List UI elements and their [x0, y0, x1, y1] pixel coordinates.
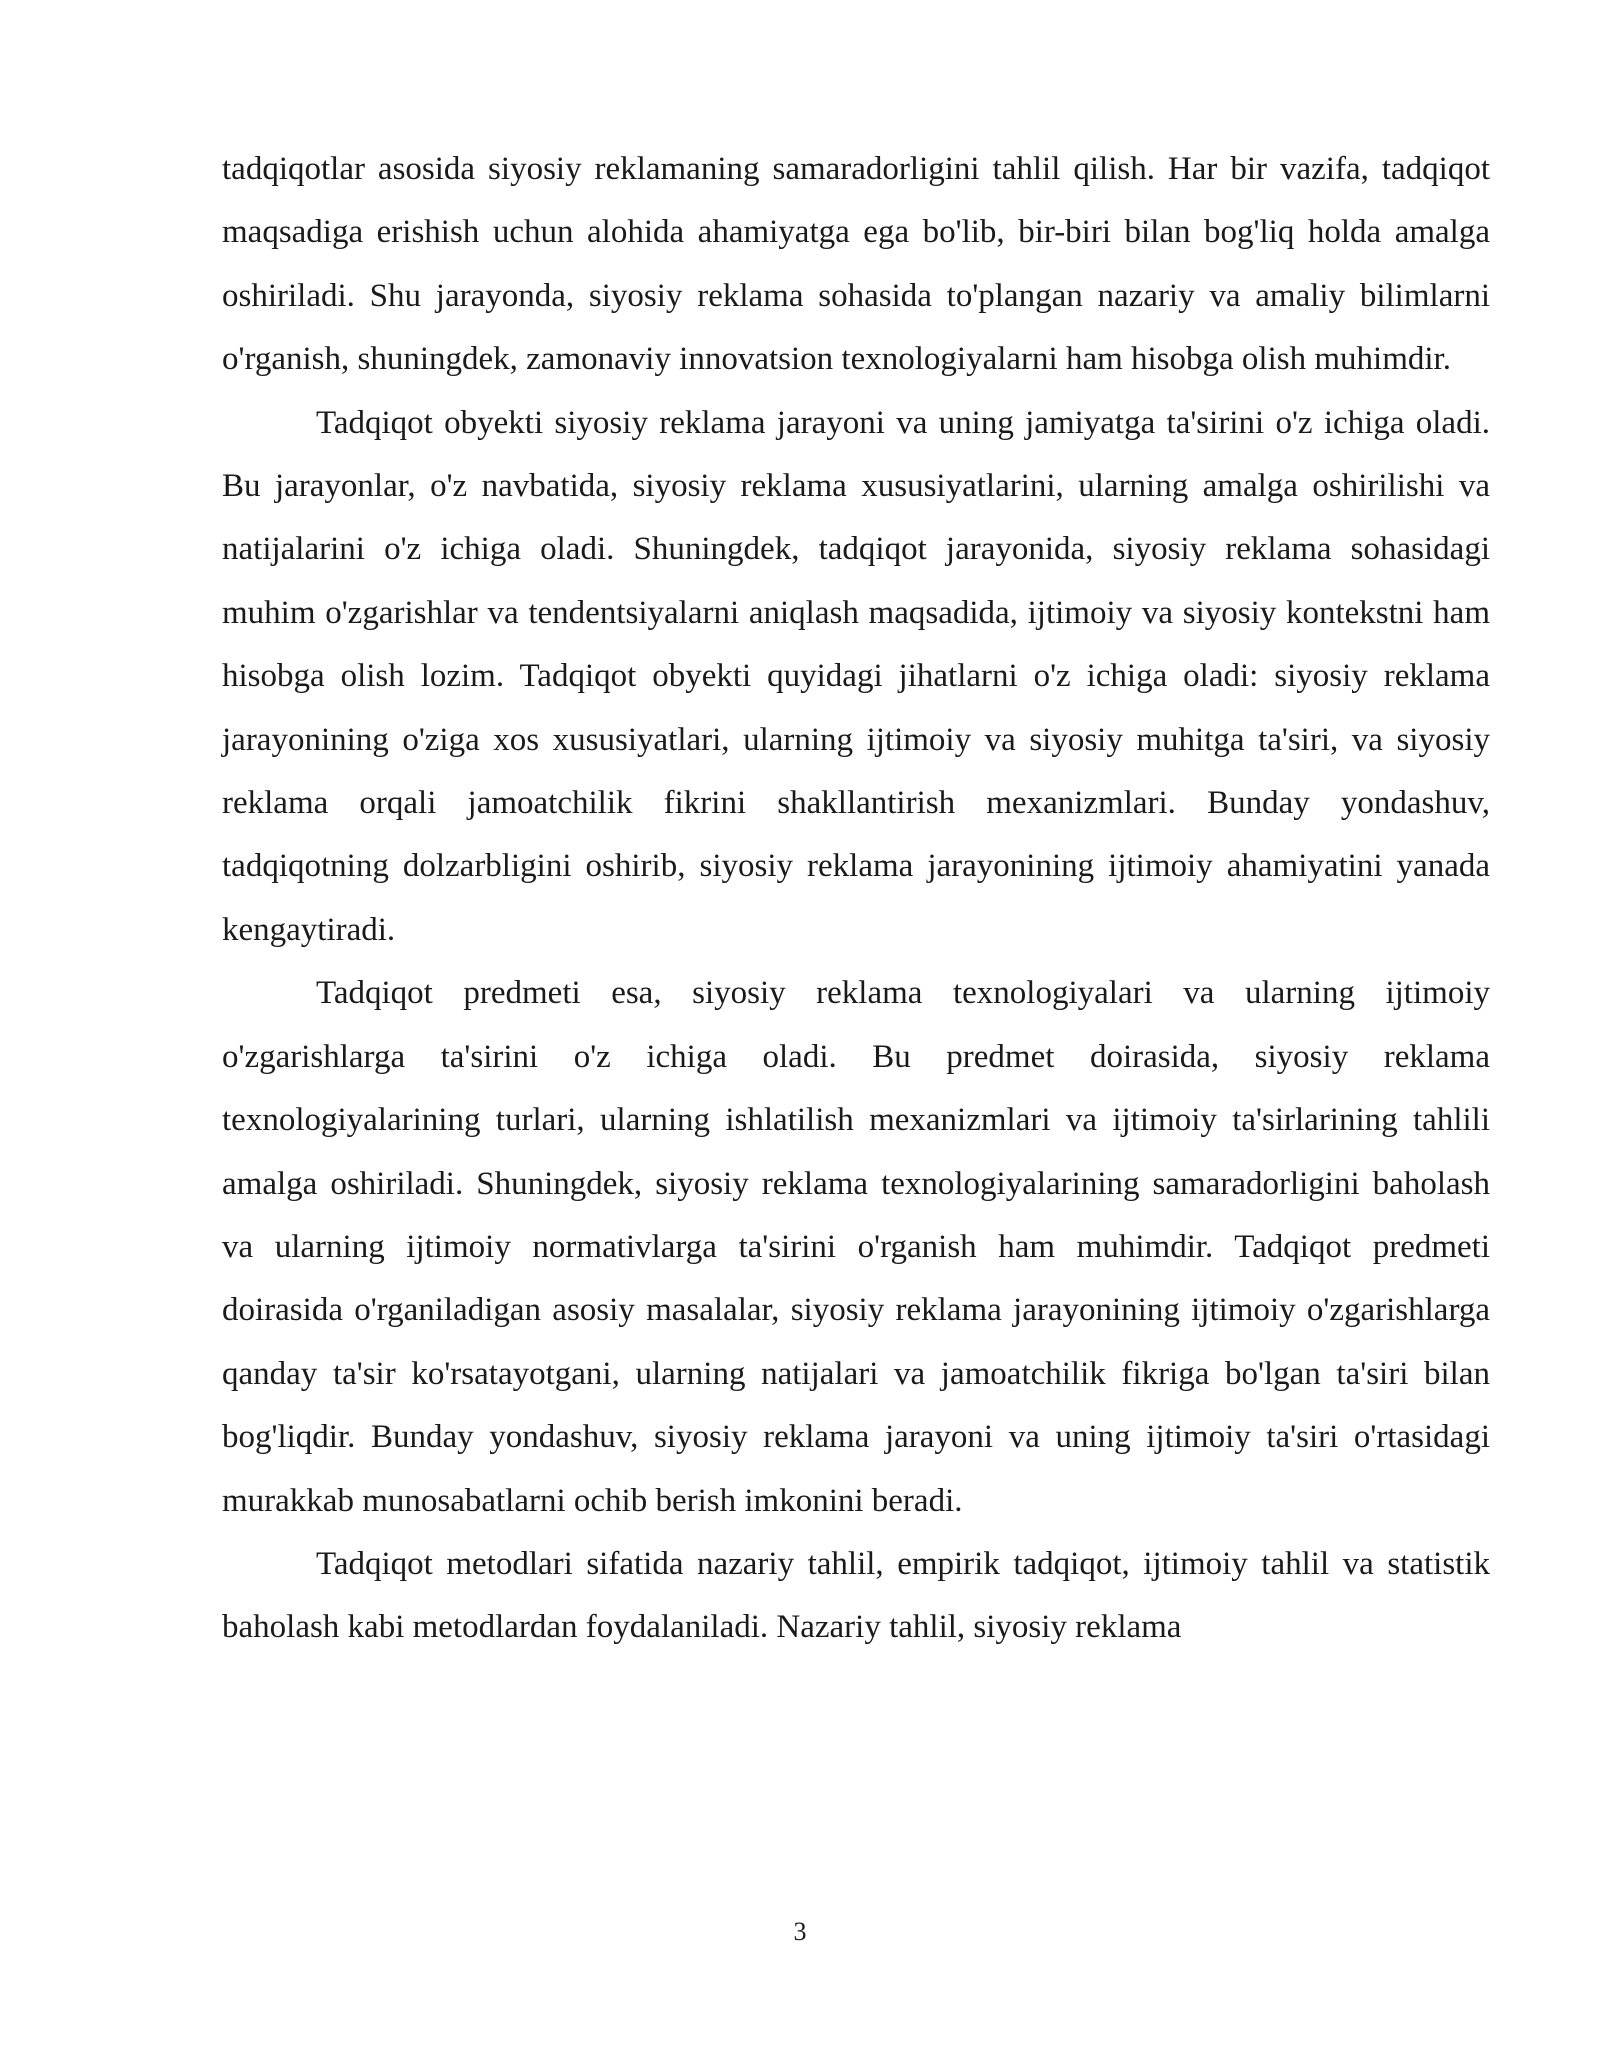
- paragraph-1: tadqiqotlar asosida siyosiy reklamaning samaradorligini tahlil qilish. Har bir vazifa, tadqiqot maqsadiga erishish uchun alohida ahamiyatga ega bo'lib, bir-biri bilan bog'liq holda amalga oshiriladi. Shu jarayonda, siyosiy reklama sohasida to'plangan nazariy va amaliy bilimlarni o'rganish, shuningdek, zamonaviy innovatsion texnologiyalarni ham hisobga olish muhimdir.: [222, 151, 1490, 378]
- paragraph-2: Tadqiqot obyekti siyosiy reklama jarayoni va uning jamiyatga ta'sirini o'z ichiga oladi. Bu jarayonlar, o'z navbatida, siyosiy reklama xususiyatlarini, ularning amalga oshirilishi va natijalarini o'z ichiga oladi. Shuningdek, tadqiqot jarayonida, siyosiy reklama sohasidagi muhim o'zgarishlar va tendentsiyalarni aniqlash maqsadida, ijtimoiy va siyosiy kontekstni ham hisobga olish lozim. Tadqiqot obyekti quyidagi jihatlarni o'z ichiga oladi: siyosiy reklama jarayonining o'ziga xos xususiyatlari, ularning ijtimoiy va siyosiy muhitga ta'siri, va siyosiy reklama orqali jamoatchilik fikrini shakllantirish mexanizmlari. Bunday yondashuv, tadqiqotning dolzarbligini oshirib, siyosiy reklama jarayonining ijtimoiy ahamiyatini yanada kengaytiradi.: [222, 404, 1490, 948]
- paragraph-3: Tadqiqot predmeti esa, siyosiy reklama texnologiyalari va ularning ijtimoiy o'zgarishlarga ta'sirini o'z ichiga oladi. Bu predmet doirasida, siyosiy reklama texnologiyalarining turlari, ularning ishlatilish mexanizmlari va ijtimoiy ta'sirlarining tahlili amalga oshiriladi. Shuningdek, siyosiy reklama texnologiyalarining samaradorligini baholash va ularning ijtimoiy normativlarga ta'sirini o'rganish ham muhimdir. Tadqiqot predmeti doirasida o'rganiladigan asosiy masalalar, siyosiy reklama jarayonining ijtimoiy o'zgarishlarga qanday ta'sir ko'rsatayotgani, ularning natijalari va jamoatchilik fikriga bo'lgan ta'siri bilan bog'liqdir. Bunday yondashuv, siyosiy reklama jarayoni va uning ijtimoiy ta'siri o'rtasidagi murakkab munosabatlarni ochib berish imkonini beradi.: [222, 975, 1490, 1519]
- page-number: 3: [793, 1917, 807, 1946]
- paragraph-4: Tadqiqot metodlari sifatida nazariy tahlil, empirik tadqiqot, ijtimoiy tahlil va statistik baholash kabi metodlardan foydalaniladi. Nazariy tahlil, siyosiy reklama: [222, 1545, 1490, 1646]
- document-body: [222, 138, 1490, 1660]
